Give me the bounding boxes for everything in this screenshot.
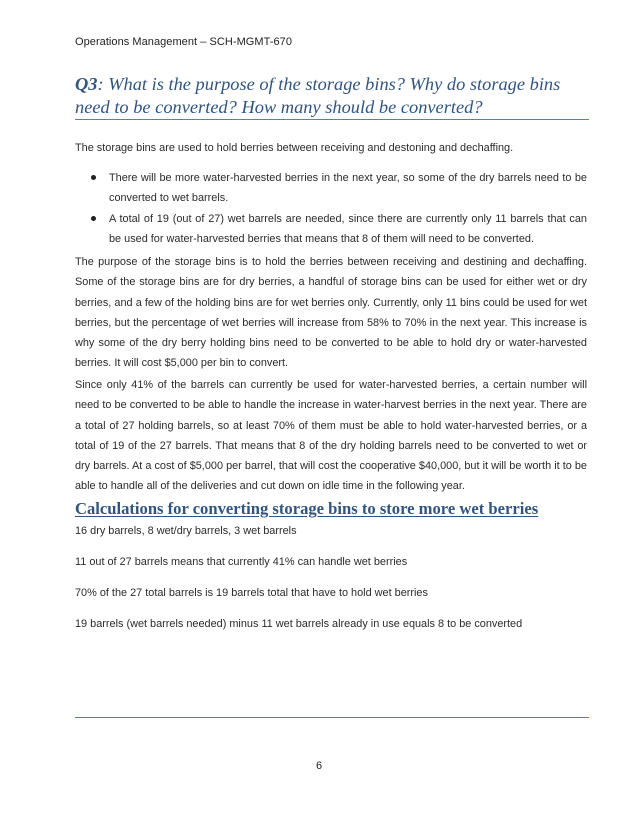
heading-divider — [75, 119, 589, 120]
intro-paragraph: The storage bins are used to hold berries between receiving and destoning and dechaffing. — [75, 142, 514, 154]
page-number: 6 — [315, 760, 323, 772]
footer-divider — [75, 717, 589, 718]
question-text: : What is the purpose of the storage bins? Why do storage bins need to be converted? How many should be converted? — [75, 74, 561, 117]
bullet-item — [75, 209, 587, 250]
calculation-line: 70% of the 27 total barrels is 19 barrels total that have to hold wet berries — [75, 587, 428, 599]
bullet-text: A total of 19 (out of 27) wet barrels are needed, since there are currently only 11 barrels that can be used for water-harvested berries that means that 8 of them will need to be converted. — [109, 212, 587, 245]
calculations-heading: Calculations for converting storage bins to store more wet berries — [75, 499, 539, 518]
bullet-text: There will be more water-harvested berries in the next year, so some of the dry barrels need to be converted to wet barrels. — [109, 172, 587, 205]
body-paragraph-conversion: Since only 41% of the barrels can currently be used for water-harvested berries, a certain number will need to be converted to be able to handle the increase in water-harvest berries in the next year. There are a total of 27 holding barrels, so at least 70% of them must be able to hold water-harvested berries, or a total of 19 of the 27 barrels. That means that 8 of the dry holding barrels need to be converted to wet or dry barrels. At a cost of $5,000 per barrel, that will cost the cooperative $40,000, but it will be worth it to be able to handle all of the deliveries and cut down on idle time in the following year. — [75, 379, 587, 493]
question-label: Q3 — [75, 74, 98, 94]
body-paragraph-purpose: The purpose of the storage bins is to hold the berries between receiving and destining and dechaffing. Some of the storage bins are for dry berries, a handful of storage bins can be used for either wet or dry berries, and a few of the holding bins are for wet berries only. Currently, only 11 bins could be used for wet berries, but the percentage of wet berries will increase from 58% to 70% in the next year. This increase is why some of the dry berry holding bins need to be converted to be able to hold dry or water-harvested berries. It will cost $5,000 per bin to convert. — [75, 256, 587, 370]
question-heading — [75, 73, 590, 119]
calculation-line: 19 barrels (wet barrels needed) minus 11 wet barrels already in use equals 8 to be converted — [75, 618, 523, 630]
bullet-dot-icon — [91, 216, 96, 221]
running-header: Operations Management – SCH-MGMT-670 — [75, 36, 292, 48]
calculation-line: 16 dry barrels, 8 wet/dry barrels, 3 wet barrels — [75, 525, 297, 537]
bullet-dot-icon — [91, 175, 96, 180]
bullet-item — [75, 168, 587, 209]
calculation-line: 11 out of 27 barrels means that currently 41% can handle wet berries — [75, 556, 408, 568]
bullet-list — [75, 168, 587, 249]
